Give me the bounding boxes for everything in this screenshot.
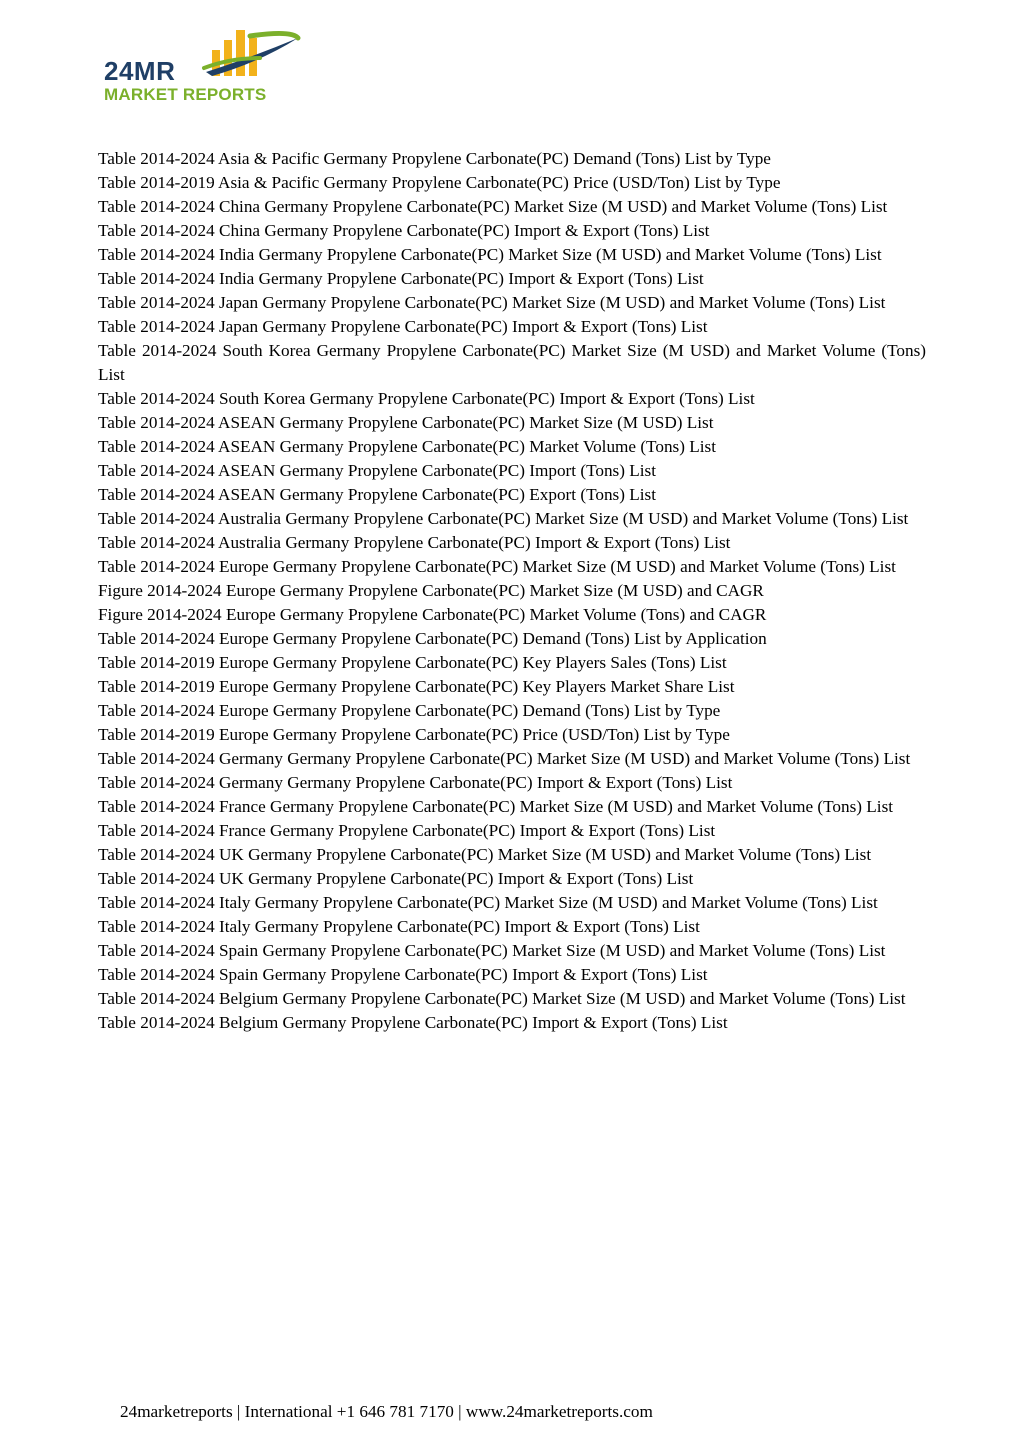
- list-item: Table 2014-2024 India Germany Propylene Carbonate(PC) Market Size (M USD) and Market Volume (Tons) List: [98, 245, 882, 264]
- list-item: Table 2014-2024 Japan Germany Propylene Carbonate(PC) Import & Export (Tons) List: [98, 317, 708, 336]
- list-item: Table 2014-2024 ASEAN Germany Propylene Carbonate(PC) Market Volume (Tons) List: [98, 437, 716, 456]
- list-item: Table 2014-2019 Europe Germany Propylene Carbonate(PC) Key Players Sales (Tons) List: [98, 653, 727, 672]
- list-item: Table 2014-2024 Europe Germany Propylene Carbonate(PC) Demand (Tons) List by Type: [98, 701, 721, 720]
- list-item: Table 2014-2024 Italy Germany Propylene Carbonate(PC) Import & Export (Tons) List: [98, 917, 700, 936]
- list-item: Table 2014-2019 Europe Germany Propylene Carbonate(PC) Price (USD/Ton) List by Type: [98, 725, 730, 744]
- list-item: Table 2014-2024 Belgium Germany Propylene Carbonate(PC) Import & Export (Tons) List: [98, 1013, 728, 1032]
- list-item: Table 2014-2024 Australia Germany Propylene Carbonate(PC) Import & Export (Tons) List: [98, 533, 731, 552]
- list-item: Table 2014-2024 Germany Germany Propylene Carbonate(PC) Import & Export (Tons) List: [98, 773, 733, 792]
- list-item: Table 2014-2024 UK Germany Propylene Carbonate(PC) Market Size (M USD) and Market Volume (Tons) List: [98, 845, 872, 864]
- list-item: Table 2014-2024 ASEAN Germany Propylene Carbonate(PC) Market Size (M USD) List: [98, 413, 714, 432]
- list-item: Table 2014-2024 Japan Germany Propylene Carbonate(PC) Market Size (M USD) and Market Volume (Tons) List: [98, 293, 886, 312]
- list-item: Table 2014-2019 Europe Germany Propylene Carbonate(PC) Key Players Market Share List: [98, 677, 735, 696]
- list-item: Table 2014-2019 Asia & Pacific Germany Propylene Carbonate(PC) Price (USD/Ton) List by Type: [98, 173, 781, 192]
- list-item: Table 2014-2024 India Germany Propylene Carbonate(PC) Import & Export (Tons) List: [98, 269, 704, 288]
- list-item: Table 2014-2024 Italy Germany Propylene Carbonate(PC) Market Size (M USD) and Market Volume (Tons) List: [98, 893, 878, 912]
- list-item: Table 2014-2024 Belgium Germany Propylene Carbonate(PC) Market Size (M USD) and Market Volume (Tons) List: [98, 989, 906, 1008]
- list-item: Table 2014-2024 Germany Germany Propylene Carbonate(PC) Market Size (M USD) and Market Volume (Tons) List: [98, 749, 911, 768]
- list-item: Table 2014-2024 ASEAN Germany Propylene Carbonate(PC) Export (Tons) List: [98, 485, 656, 504]
- list-item: Table 2014-2024 Australia Germany Propylene Carbonate(PC) Market Size (M USD) and Market Volume (Tons) List: [98, 509, 909, 528]
- list-item: Table 2014-2024 UK Germany Propylene Carbonate(PC) Import & Export (Tons) List: [98, 869, 694, 888]
- list-item: Table 2014-2024 China Germany Propylene Carbonate(PC) Import & Export (Tons) List: [98, 221, 710, 240]
- logo-secondary-text: MARKET REPORTS: [104, 85, 267, 104]
- list-item: Figure 2014-2024 Europe Germany Propylene Carbonate(PC) Market Volume (Tons) and CAGR: [98, 605, 767, 624]
- list-item: Figure 2014-2024 Europe Germany Propylene Carbonate(PC) Market Size (M USD) and CAGR: [98, 581, 764, 600]
- list-item: Table 2014-2024 France Germany Propylene Carbonate(PC) Import & Export (Tons) List: [98, 821, 716, 840]
- list-item: Table 2014-2024 Spain Germany Propylene Carbonate(PC) Import & Export (Tons) List: [98, 965, 708, 984]
- company-logo: [100, 28, 310, 108]
- list-item: Table 2014-2024 ASEAN Germany Propylene Carbonate(PC) Import (Tons) List: [98, 461, 656, 480]
- list-item: Table 2014-2024 Asia & Pacific Germany Propylene Carbonate(PC) Demand (Tons) List by Type: [98, 149, 771, 168]
- list-item: Table 2014-2024 Spain Germany Propylene Carbonate(PC) Market Size (M USD) and Market Volume (Tons) List: [98, 941, 886, 960]
- list-item: Table 2014-2024 South Korea Germany Propylene Carbonate(PC) Market Size (M USD) and Market Volume (Tons) List: [98, 341, 926, 384]
- list-item: Table 2014-2024 France Germany Propylene Carbonate(PC) Market Size (M USD) and Market Volume (Tons) List: [98, 797, 894, 816]
- footer-contact-text: 24marketreports | International +1 646 781 7170 | www.24marketreports.com: [120, 1402, 653, 1421]
- table-of-contents-list: [98, 147, 926, 1035]
- list-item: Table 2014-2024 Europe Germany Propylene Carbonate(PC) Market Size (M USD) and Market Volume (Tons) List: [98, 557, 896, 576]
- logo-primary-text: 24MR: [104, 56, 176, 86]
- list-item: Table 2014-2024 South Korea Germany Propylene Carbonate(PC) Import & Export (Tons) List: [98, 389, 755, 408]
- list-item: Table 2014-2024 Europe Germany Propylene Carbonate(PC) Demand (Tons) List by Application: [98, 629, 767, 648]
- list-item: Table 2014-2024 China Germany Propylene Carbonate(PC) Market Size (M USD) and Market Volume (Tons) List: [98, 197, 888, 216]
